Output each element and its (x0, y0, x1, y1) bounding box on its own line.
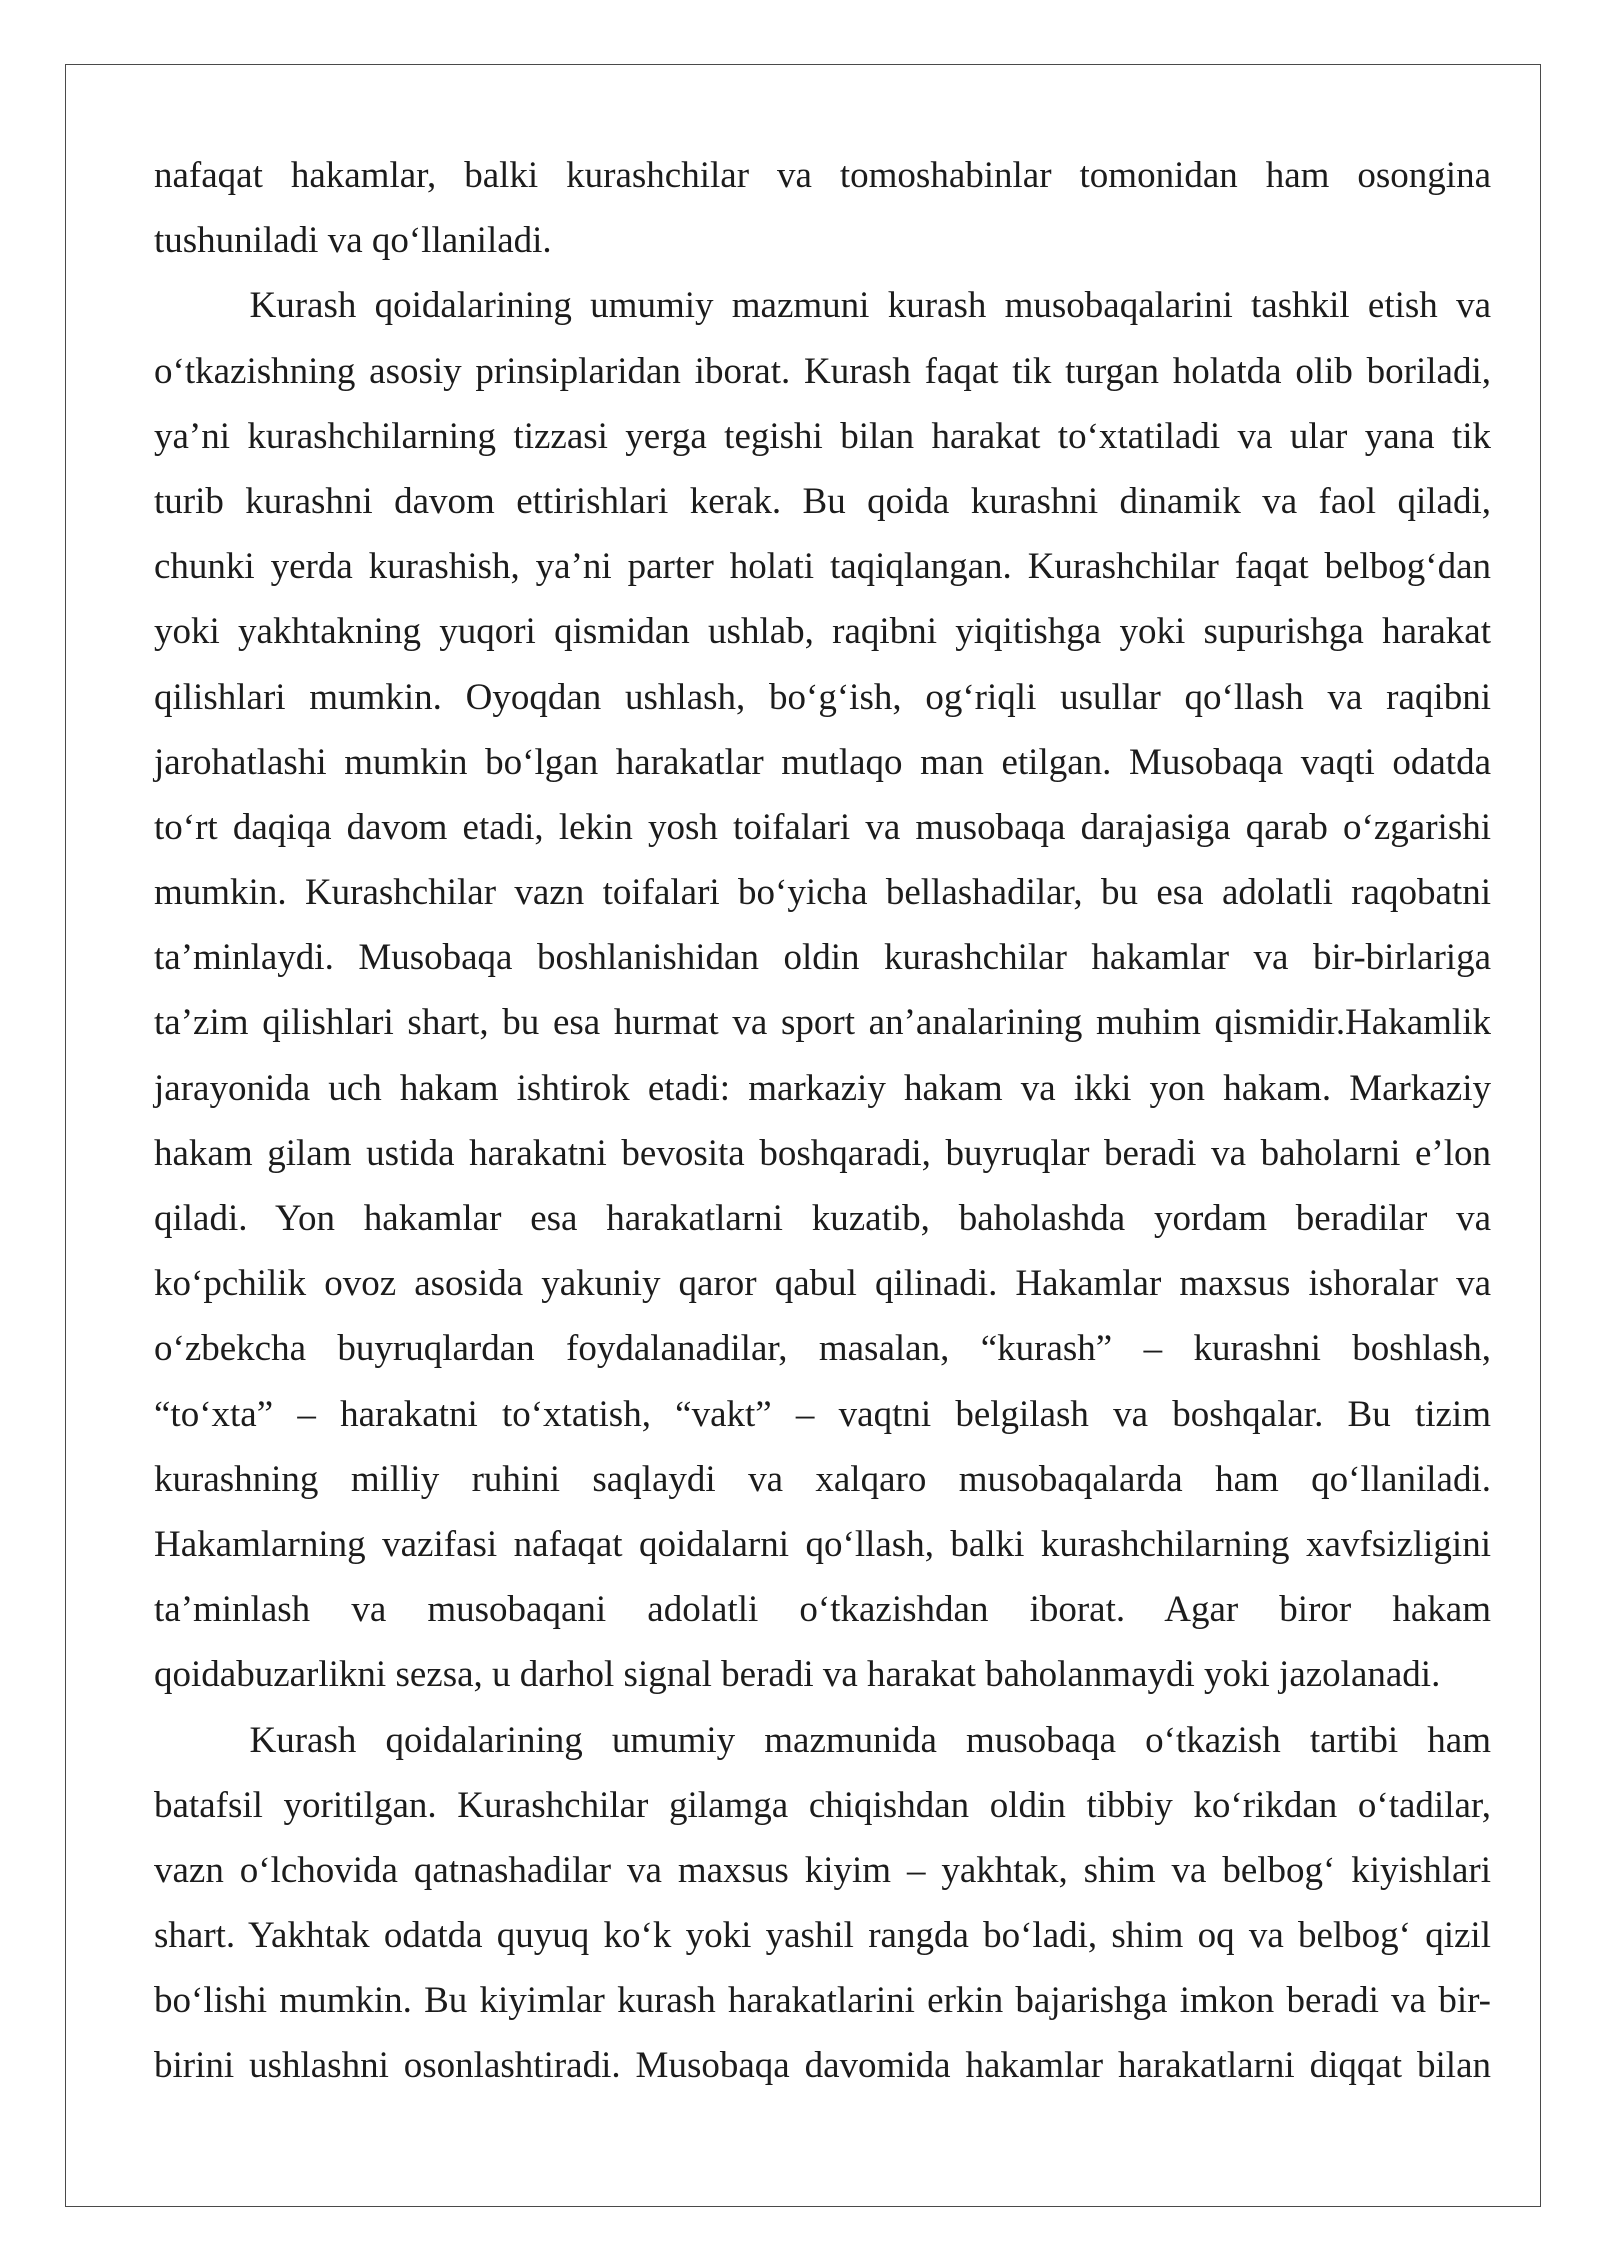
text-line: batafsil yoritilgan. Kurashchilar gilamga chiqishdan oldin tibbiy ko‘rikdan o‘tadilar, (154, 1784, 1491, 1826)
text-line: “to‘xta” – harakatni to‘xtatish, “vakt” – vaqtni belgilash va boshqalar. Bu tizim (154, 1393, 1491, 1435)
text-line: turib kurashni davom ettirishlari kerak. Bu qoida kurashni dinamik va faol qiladi, (154, 480, 1491, 522)
text-line: vazn o‘lchovida qatnashadilar va maxsus kiyim – yakhtak, shim va belbog‘ kiyishlari (154, 1849, 1491, 1891)
text-line: jarayonida uch hakam ishtirok etadi: markaziy hakam va ikki yon hakam. Markaziy (154, 1067, 1491, 1109)
text-line: ko‘pchilik ovoz asosida yakuniy qaror qabul qilinadi. Hakamlar maxsus ishoralar va (154, 1263, 1491, 1305)
text-line: ta’minlaydi. Musobaqa boshlanishidan oldin kurashchilar hakamlar va bir-birlariga (154, 937, 1491, 979)
text-line: qilishlari mumkin. Oyoqdan ushlash, bo‘g‘ish, og‘riqli usullar qo‘llash va raqibni (154, 676, 1491, 718)
text-line: Hakamlarning vazifasi nafaqat qoidalarni qo‘llash, balki kurashchilarning xavfsizligini (154, 1523, 1491, 1565)
text-line: kurashning milliy ruhini saqlaydi va xalqaro musobaqalarda ham qo‘llaniladi. (154, 1458, 1491, 1500)
document-body (154, 143, 1491, 2099)
text-line: o‘zbekcha buyruqlardan foydalanadilar, masalan, “kurash” – kurashni boshlash, (154, 1328, 1491, 1370)
paragraph (154, 143, 1491, 273)
text-line: ya’ni kurashchilarning tizzasi yerga tegishi bilan harakat to‘xtatiladi va ular yana tik (154, 415, 1491, 457)
text-line: ta’minlash va musobaqani adolatli o‘tkazishdan iborat. Agar biror hakam (154, 1589, 1491, 1631)
paragraph (154, 273, 1491, 1707)
text-line: yoki yakhtakning yuqori qismidan ushlab, raqibni yiqitishga yoki supurishga harakat (154, 611, 1491, 653)
text-line: chunki yerda kurashish, ya’ni parter holati taqiqlangan. Kurashchilar faqat belbog‘dan (154, 546, 1491, 588)
text-line: shart. Yakhtak odatda quyuq ko‘k yoki yashil rangda bo‘ladi, shim oq va belbog‘ qizil (154, 1915, 1491, 1957)
text-line: jarohatlashi mumkin bo‘lgan harakatlar mutlaqo man etilgan. Musobaqa vaqti odatda (154, 741, 1491, 783)
text-line: Kurash qoidalarining umumiy mazmunida musobaqa o‘tkazish tartibi ham (249, 1719, 1491, 1761)
text-line: qiladi. Yon hakamlar esa harakatlarni kuzatib, baholashda yordam beradilar va (154, 1198, 1491, 1239)
text-line: mumkin. Kurashchilar vazn toifalari bo‘yicha bellashadilar, bu esa adolatli raqobatni (154, 872, 1491, 914)
text-line: ta’zim qilishlari shart, bu esa hurmat va sport an’analarining muhim qismidir.Hakamlik (154, 1002, 1491, 1044)
text-line: tushuniladi va qo‘llaniladi. (154, 220, 552, 262)
text-line: to‘rt daqiqa davom etadi, lekin yosh toifalari va musobaqa darajasiga qarab o‘zgarishi (154, 806, 1491, 848)
text-line: birini ushlashni osonlashtiradi. Musobaqa davomida hakamlar harakatlarni diqqat bilan (154, 2045, 1491, 2087)
text-line: hakam gilam ustida harakatni bevosita boshqaradi, buyruqlar beradi va baholarni e’lon (154, 1132, 1491, 1174)
text-line: o‘tkazishning asosiy prinsiplaridan iborat. Kurash faqat tik turgan holatda olib boriladi, (154, 350, 1491, 392)
text-line: nafaqat hakamlar, balki kurashchilar va tomoshabinlar tomonidan ham osongina (154, 155, 1491, 196)
paragraph (154, 1708, 1491, 2099)
text-line: bo‘lishi mumkin. Bu kiyimlar kurash harakatlarini erkin bajarishga imkon beradi va bir- (154, 1980, 1491, 2022)
text-line: qoidabuzarlikni sezsa, u darhol signal beradi va harakat baholanmaydi yoki jazolanadi. (154, 1654, 1441, 1696)
text-line: Kurash qoidalarining umumiy mazmuni kurash musobaqalarini tashkil etish va (249, 285, 1491, 327)
